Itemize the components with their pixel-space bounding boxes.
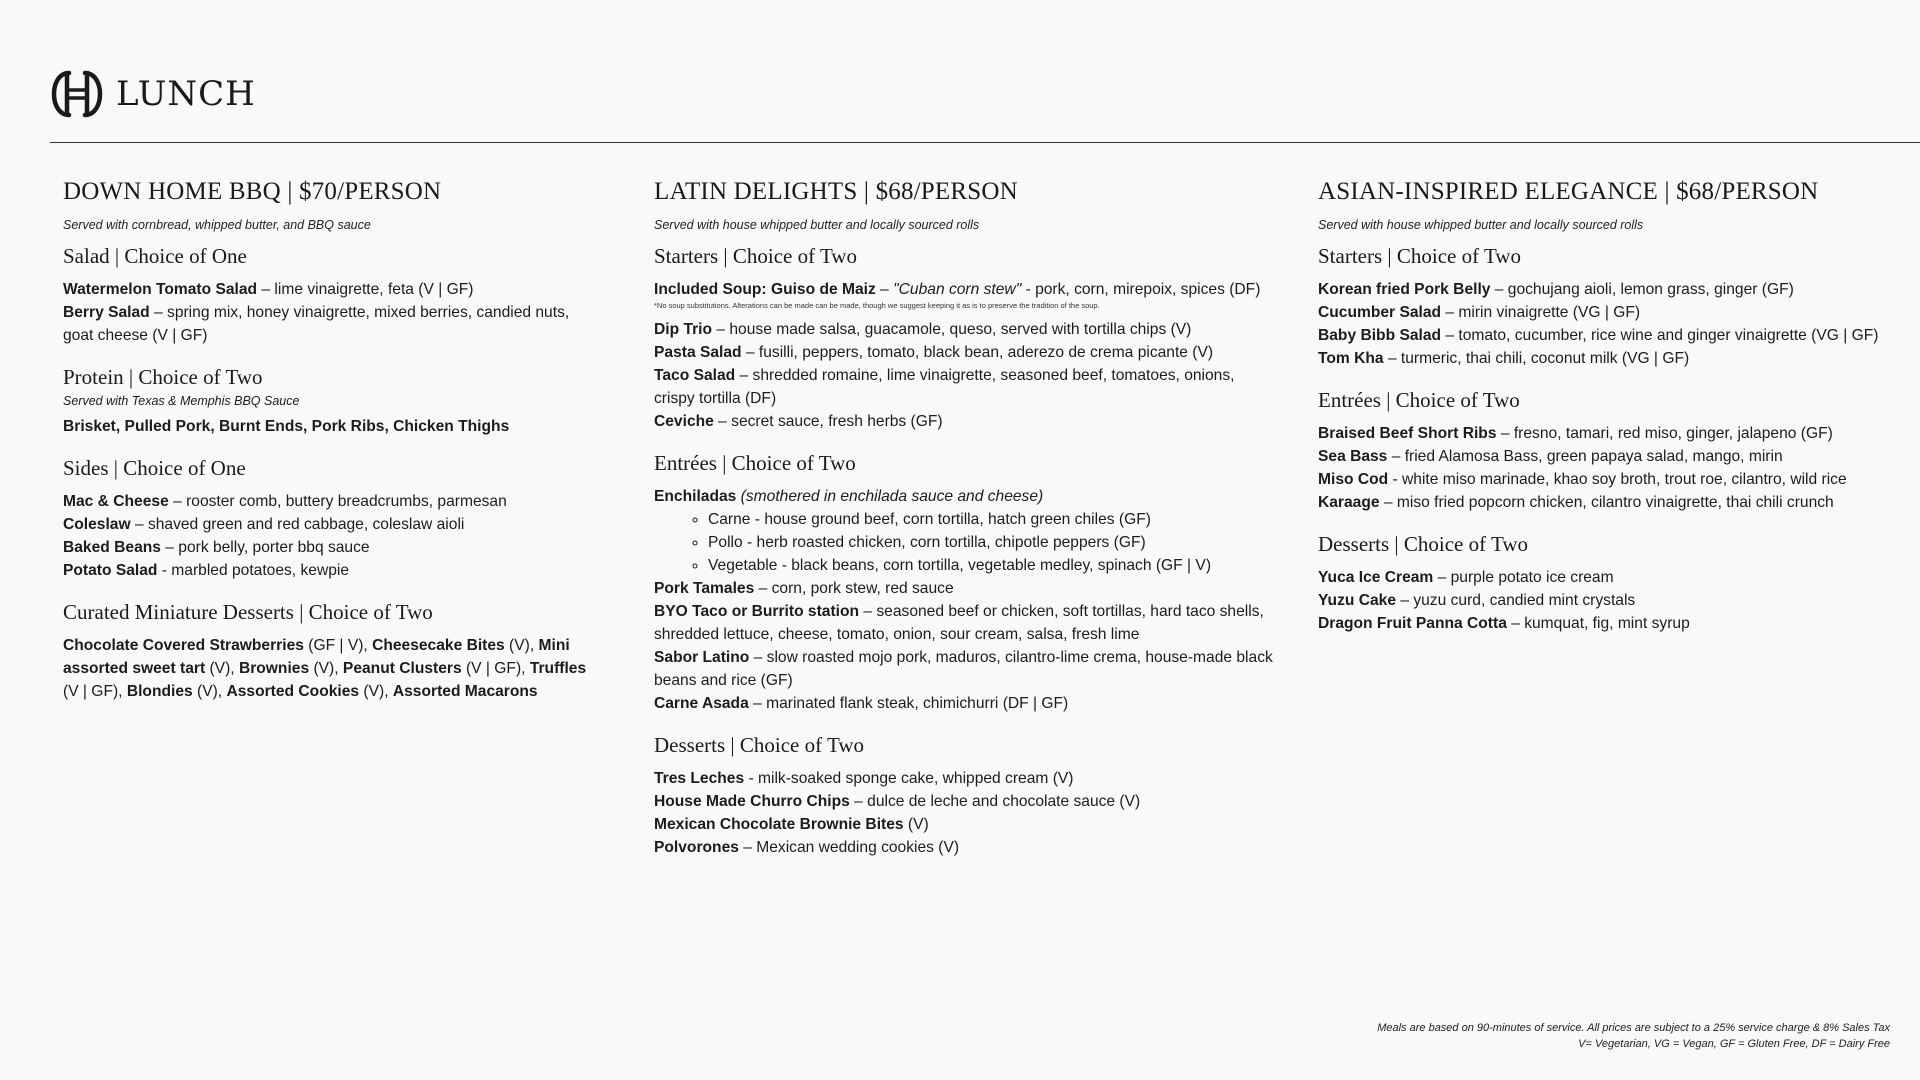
column-heading: ASIAN-INSPIRED ELEGANCE | $68/PERSON [1318,178,1819,205]
menu-section [1318,388,1898,514]
menu-section [1318,244,1898,370]
menu-item: Yuzu Cake – yuzu curd, candied mint crystals [1318,592,1636,609]
menu-item: Karaage – miso fried popcorn chicken, cilantro vinaigrette, thai chili crunch [1318,494,1834,511]
column-subtitle: Served with house whipped butter and locally sourced rolls [654,218,980,232]
menu-item: Potato Salad - marbled potatoes, kewpie [63,562,350,579]
section-title: Entrées | Choice of Two [654,451,856,475]
menu-column-latin [654,178,1274,877]
footer-pricing-note: Meals are based on 90-minutes of service. All prices are subject to a 25% service charge & 8% Sales Tax [1377,1022,1890,1034]
menu-item: Dragon Fruit Panna Cotta – kumquat, fig, mint syrup [1318,615,1690,632]
menu-section [63,244,603,347]
menu-item: Pork Tamales – corn, pork stew, red sauce [654,580,954,597]
menu-item: Korean fried Pork Belly – gochujang aioli, lemon grass, ginger (GF) [1318,281,1794,298]
menu-item: Polvorones – Mexican wedding cookies (V) [654,839,960,856]
menu-item: Pasta Salad – fusilli, peppers, tomato, black bean, aderezo de crema picante (V) [654,344,1214,361]
section-title: Desserts | Choice of Two [654,733,864,757]
list-item: ◦ Pollo - herb roasted chicken, corn tortilla, chipotle peppers (GF) [708,531,1274,554]
list-item: ◦ Vegetable - black beans, corn tortilla, vegetable medley, spinach (GF | V) [708,554,1274,577]
menu-column-bbq [63,178,603,721]
menu-item: Ceviche – secret sauce, fresh herbs (GF) [654,413,943,430]
section-title: Starters | Choice of Two [654,244,857,268]
dessert-list: Chocolate Covered Strawberries (GF | V), Cheesecake Bites (V), Mini assorted sweet tart (V), Brownies (V), Peanut Clusters (V | GF), Truffles (V | GF), Blondies (V), Assorted Cookies (V), Assorted Macarons [63,637,587,700]
menu-item: Baby Bibb Salad – tomato, cucumber, rice wine and ginger vinaigrette (VG | GF) [1318,327,1879,344]
enchiladas-options [654,508,1274,577]
brand-logo-icon [50,70,104,118]
list-item: ◦ Carne - house ground beef, corn tortilla, hatch green chiles (GF) [708,508,1274,531]
menu-item: Taco Salad – shredded romaine, lime vinaigrette, seasoned beef, tomatoes, onions, crispy tortilla (DF) [654,367,1235,407]
menu-item: House Made Churro Chips – dulce de leche and chocolate sauce (V) [654,793,1141,810]
menu-item: Sea Bass – fried Alamosa Bass, green papaya salad, mango, mirin [1318,448,1783,465]
menu-section [1318,532,1898,635]
menu-item: Braised Beef Short Ribs – fresno, tamari, red miso, ginger, jalapeno (GF) [1318,425,1833,442]
menu-item: Tom Kha – turmeric, thai chili, coconut milk (VG | GF) [1318,350,1690,367]
section-title: Protein | Choice of Two [63,365,263,389]
footer-legend: V= Vegetarian, VG = Vegan, GF = Gluten Free, DF = Dairy Free [1578,1038,1890,1050]
column-heading: DOWN HOME BBQ | $70/PERSON [63,178,442,205]
menu-item: BYO Taco or Burrito station – seasoned beef or chicken, soft tortillas, hard taco shells, shredded lettuce, cheese, tomato, onion, sour cream, salsa, fresh lime [654,603,1264,643]
header-divider [50,142,1920,143]
menu-section [654,244,1274,433]
menu-item: Mexican Chocolate Brownie Bites (V) [654,816,929,833]
menu-section [63,365,603,438]
column-heading: LATIN DELIGHTS | $68/PERSON [654,178,1018,205]
section-subtitle: Served with Texas & Memphis BBQ Sauce [63,394,300,408]
menu-item: Watermelon Tomato Salad – lime vinaigrette, feta (V | GF) [63,281,474,298]
page-header [50,70,256,118]
menu-section [63,456,603,582]
menu-item: Cucumber Salad – mirin vinaigrette (VG | GF) [1318,304,1641,321]
section-title: Sides | Choice of One [63,456,246,480]
section-title: Desserts | Choice of Two [1318,532,1528,556]
menu-item: Tres Leches - milk-soaked sponge cake, whipped cream (V) [654,770,1074,787]
menu-column-asian [1318,178,1898,653]
column-subtitle: Served with cornbread, whipped butter, and BBQ sauce [63,218,371,232]
footer-notes [1377,1020,1890,1052]
section-title: Entrées | Choice of Two [1318,388,1520,412]
menu-item: Yuca Ice Cream – purple potato ice cream [1318,569,1614,586]
menu-section [654,733,1274,859]
section-title: Curated Miniature Desserts | Choice of Two [63,600,433,624]
section-title: Salad | Choice of One [63,244,247,268]
menu-item: Carne Asada – marinated flank steak, chimichurri (DF | GF) [654,695,1069,712]
menu-item: Coleslaw – shaved green and red cabbage, coleslaw aioli [63,516,465,533]
enchiladas-item: Enchiladas (smothered in enchilada sauce and cheese) [654,488,1044,505]
menu-item: Mac & Cheese – rooster comb, buttery breadcrumbs, parmesan [63,493,507,510]
menu-item: Miso Cod - white miso marinade, khao soy broth, trout roe, cilantro, wild rice [1318,471,1847,488]
menu-item: Baked Beans – pork belly, porter bbq sauce [63,539,370,556]
page-title: LUNCH [116,74,256,114]
menu-item: Sabor Latino – slow roasted mojo pork, maduros, cilantro-lime crema, house-made black beans and rice (GF) [654,649,1273,689]
menu-item: Dip Trio – house made salsa, guacamole, queso, served with tortilla chips (V) [654,321,1192,338]
column-subtitle: Served with house whipped butter and locally sourced rolls [1318,218,1644,232]
soup-item: Included Soup: Guiso de Maiz – "Cuban corn stew" - pork, corn, mirepoix, spices (DF) [654,281,1261,298]
menu-item: Berry Salad – spring mix, honey vinaigrette, mixed berries, candied nuts, goat cheese (V | GF) [63,304,570,344]
menu-item: Brisket, Pulled Pork, Burnt Ends, Pork Ribs, Chicken Thighs [63,418,510,435]
section-title: Starters | Choice of Two [1318,244,1521,268]
menu-section [63,600,603,703]
menu-section [654,451,1274,715]
soup-note: *No soup substitutions. Alterations can be made can be made, though we suggest keeping it as is to preserve the tradition of the soup. [654,301,1100,310]
